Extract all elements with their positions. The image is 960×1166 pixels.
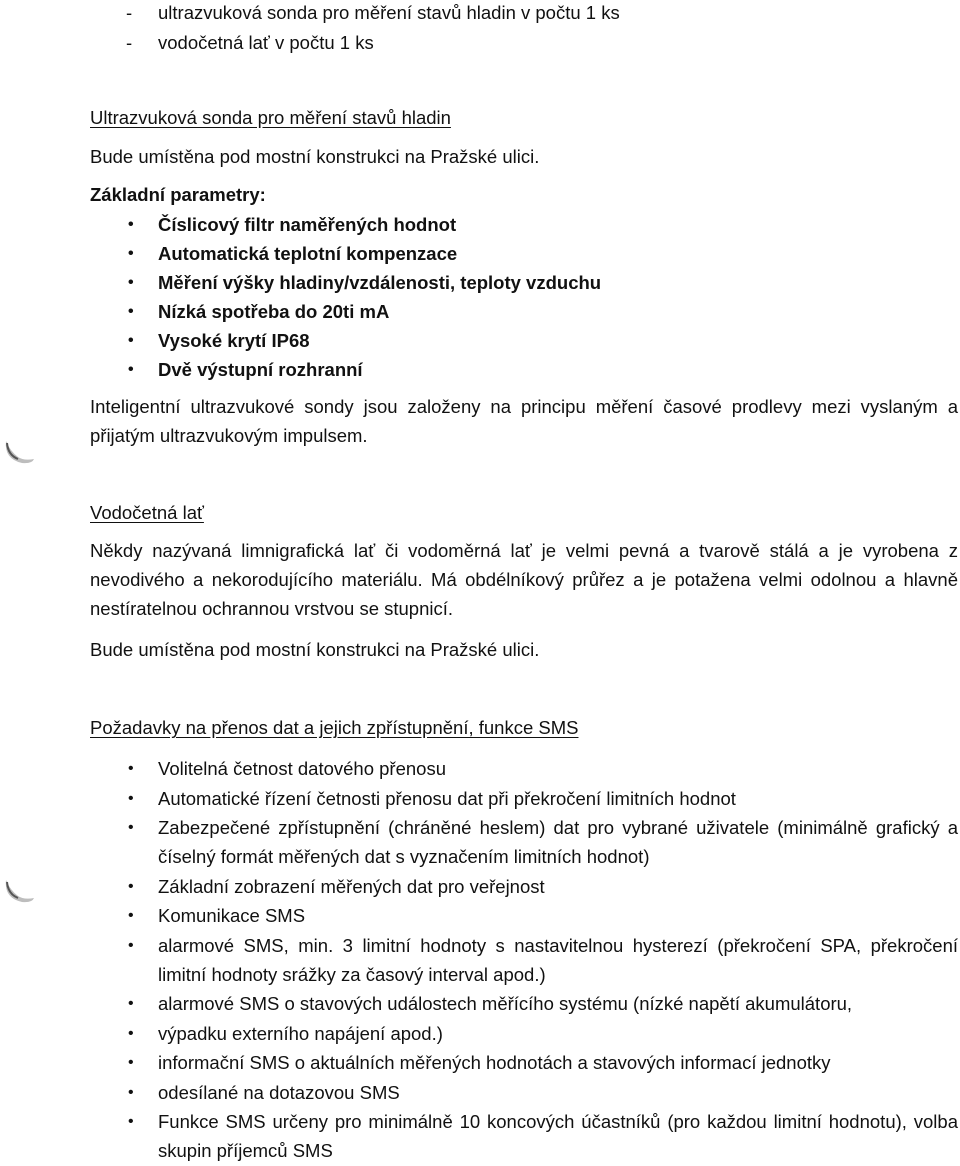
prenos-item: • odesílané na dotazovou SMS — [90, 1078, 958, 1108]
params-title: Základní parametry: — [90, 184, 266, 205]
prenos-item: • Zabezpečené zpřístupnění (chráněné heslem) dat pro vybrané uživatele (minimálně grafický a číselný formát měřených dat s vyznačením limitních hodnot) — [90, 813, 958, 872]
prenos-item: • Automatické řízení četnosti přenosu dat při překročení limitních hodnot — [90, 784, 958, 814]
param-item: • Dvě výstupní rozhranní — [90, 355, 958, 384]
prenos-item: • Funkce SMS určeny pro minimálně 10 koncových účastníků (pro každou limitní hodnotu), volba skupin příjemců SMS — [90, 1107, 958, 1166]
equipment-item: - vodočetná lať v počtu 1 ks — [126, 28, 620, 58]
param-item: • Vysoké krytí IP68 — [90, 326, 958, 355]
params-list — [90, 210, 958, 384]
param-item: • Číslicový filtr naměřených hodnot — [90, 210, 958, 239]
sonda-heading: Ultrazvuková sonda pro měření stavů hladin — [90, 107, 451, 128]
prenos-item: • alarmové SMS, min. 3 limitní hodnoty s nastavitelnou hysterezí (překročení SPA, překročení limitní hodnoty srážky za časový interval apod.) — [90, 931, 958, 990]
param-item: • Měření výšky hladiny/vzdálenosti, teploty vzduchu — [90, 268, 958, 297]
sonda-location: Bude umístěna pod mostní konstrukci na Pražské ulici. — [90, 146, 540, 167]
lat-description: Někdy nazývaná limnigrafická lať či vodoměrná lať je velmi pevná a tvarově stálá a je vyrobena z nevodivého a nekorodujícího materiálu. Má obdélníkový průřez a je potažena velmi odolnou a hlavně nestíratelnou ochrannou vrstvou se stupnicí. — [90, 540, 958, 619]
param-item: • Nízká spotřeba do 20ti mA — [90, 297, 958, 326]
lat-heading: Vodočetná lať — [90, 502, 204, 523]
equipment-list — [126, 0, 620, 58]
param-item: • Automatická teplotní kompenzace — [90, 239, 958, 268]
prenos-item: • výpadku externího napájení apod.) — [90, 1019, 958, 1049]
prenos-item: • Základní zobrazení měřených dat pro veřejnost — [90, 872, 958, 902]
equipment-item: - ultrazvuková sonda pro měření stavů hladin v počtu 1 ks — [126, 0, 620, 28]
prenos-list — [90, 754, 958, 1166]
margin-mark-icon — [2, 437, 34, 465]
prenos-heading: Požadavky na přenos dat a jejich zpřístupnění, funkce SMS — [90, 717, 579, 738]
margin-mark-icon — [2, 876, 34, 904]
lat-location: Bude umístěna pod mostní konstrukci na Pražské ulici. — [90, 639, 540, 660]
sonda-description: Inteligentní ultrazvukové sondy jsou založeny na principu měření časové prodlevy mezi vyslaným a přijatým ultrazvukovým impulsem. — [90, 396, 958, 446]
prenos-item: • Volitelná četnost datového přenosu — [90, 754, 958, 784]
prenos-item: • alarmové SMS o stavových událostech měřícího systému (nízké napětí akumulátoru, — [90, 989, 958, 1019]
prenos-item: • informační SMS o aktuálních měřených hodnotách a stavových informací jednotky — [90, 1048, 958, 1078]
prenos-item: • Komunikace SMS — [90, 901, 958, 931]
